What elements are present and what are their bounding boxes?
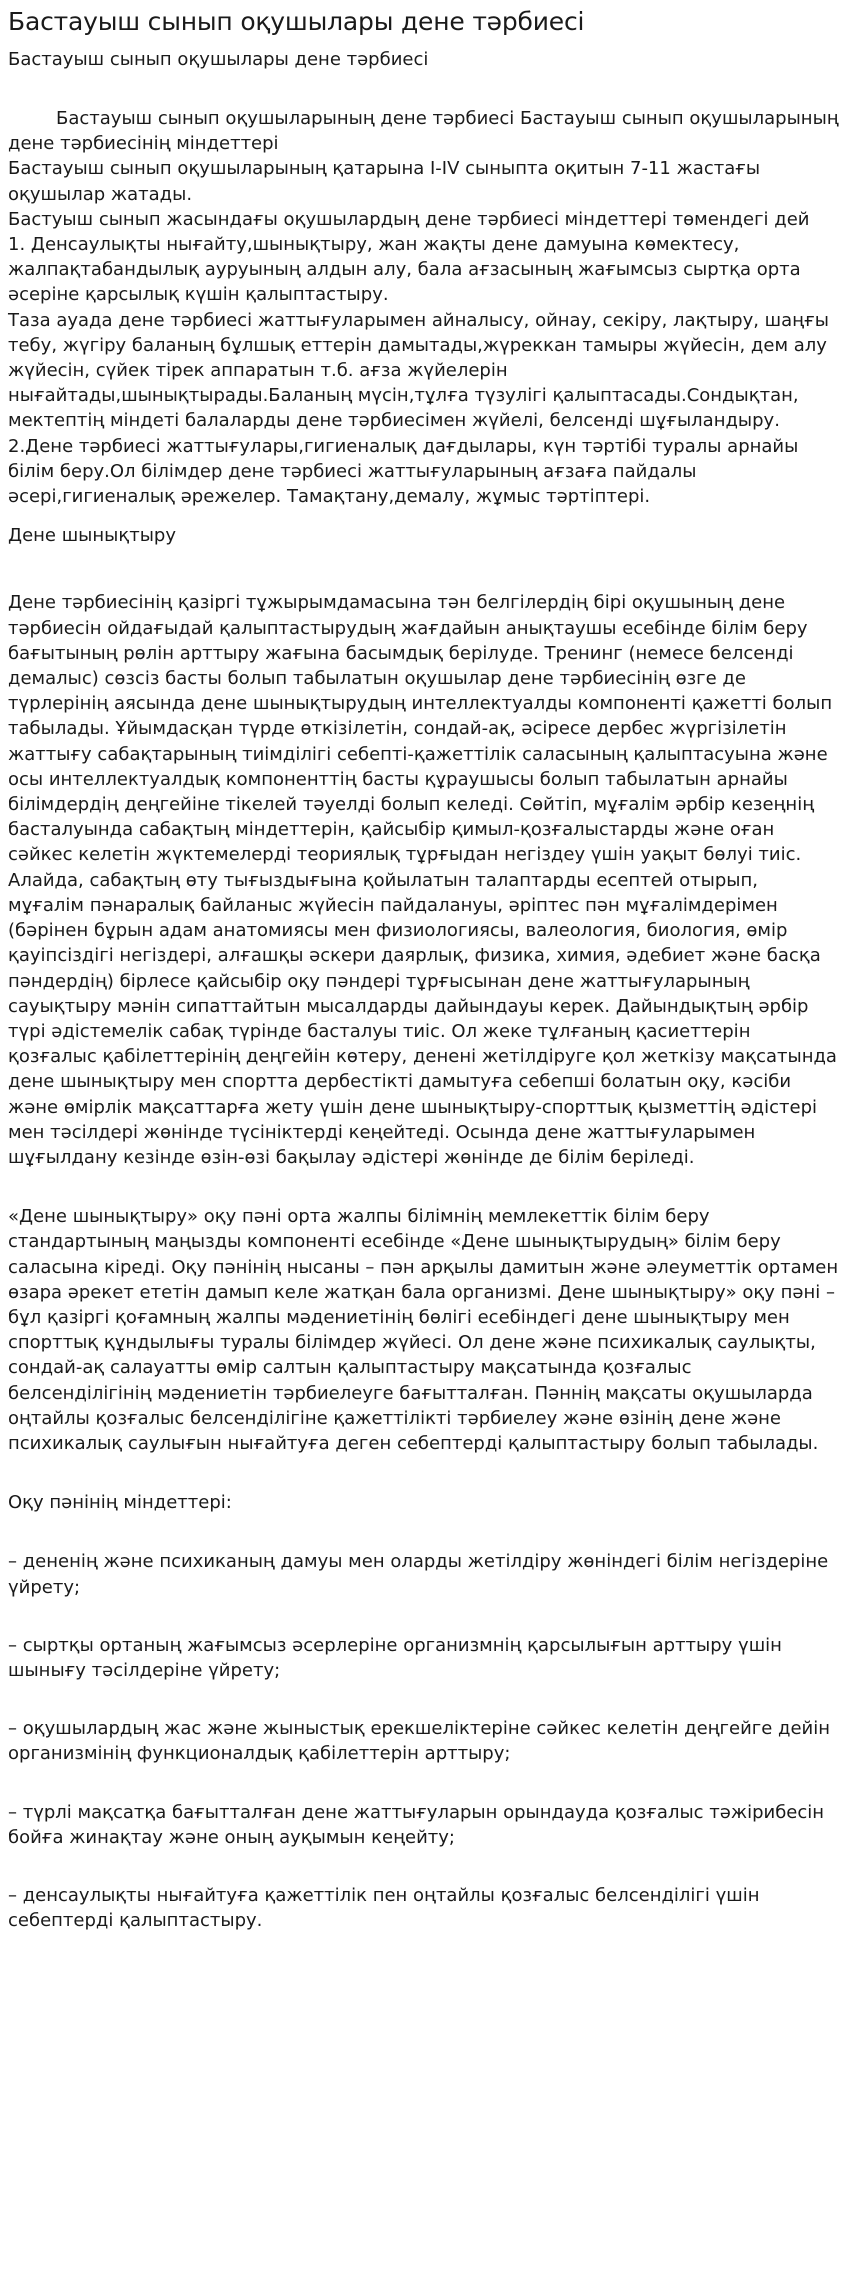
list-item: – сыртқы ортаның жағымсыз әсерлеріне организмнің қарсылығын арттыру үшін шынығу тәсілдеріне үйрету;: [8, 1634, 782, 1681]
list-item: – оқушылардың жас және жыныстық ерекшеліктеріне сәйкес келетін деңгейге дейін организмінің функционалдық қабілеттерін арттыру;: [8, 1718, 831, 1765]
text-line: 2.Дене тәрбиесі жаттығулары,гигиеналық дағдылары, күн тәртібі туралы арнайы білім беру.Ол білімдер дене тәрбиесі жаттығуларының ағзаға пайдалы әсері,гигиеналық әрежелер. Тамақтану,демалу, жұмыс тәртіптері.: [8, 435, 799, 508]
text-line: Таза ауада дене тәрбиесі жаттығуларымен айналысу, ойнау, секіру, лақтыру, шаңғы тебу, жүгіру баланың бұлшық еттерін дамытады,жүреккан тамыры жүйесін, дем алу жүйесін, сүйек тірек аппаратын т.б. ағза жүйелерін нығайтады,шынықтырады.Баланың мүсін,тұлға түзулігі қалыптасады.Сондықтан, мектептің міндеті балаларды дене тәрбиесімен жүйелі, белсенді шұғыландыру.: [8, 309, 829, 432]
tasks-heading: Оқу пәнінің міндеттері:: [8, 1492, 232, 1514]
list-item: – денсаулықты нығайтуға қажеттілік пен оңтайлы қозғалыс белсенділігі үшін себептерді қалыптастыру.: [8, 1884, 760, 1932]
article-body: [8, 106, 839, 1933]
list-item: – дененің және психиканың дамуы мен оларды жетілдіру жөніндегі білім негіздеріне үйрету;: [8, 1551, 829, 1598]
intro-text: Бастауыш сынып оқушыларының дене тәрбиесі Бастауыш сынып оқушыларының дене тәрбиесінің міндеттері: [8, 108, 839, 155]
body-paragraph: «Дене шынықтыру» оқу пәні орта жалпы білімнің мемлекеттік білім беру стандартының маңызды компоненті есебінде «Дене шынықтырудың» білім беру саласына кіреді. Оқу пәнінің нысаны – пән арқылы дамитын және әлеуметтік ортамен өзара әрекет ететін дамып келе жатқан бала организмі. Дене шынықтыру» оқу пәні –бұл қазіргі қоғамның жалпы мәдениетінің бөлігі есебіндегі дене шынықтыру мен спорттық құндылығы туралы білімдер жүйесі. Ол дене және психикалық саулықты, сондай-ақ салауатты өмір салтын қалыптастыру мақсатында қозғалыс белсенділігінің мәдениетін тәрбиелеуге бағытталған. Пәннің мақсаты оқушыларда оңтайлы қозғалыс белсенділігіне қажеттілікті тәрбиелеу және өзінің дене және психикалық саулығын нығайтуға деген себептерді қалыптастыру болып табылады.: [8, 1206, 839, 1454]
text-line: Бастуыш сынып жасындағы оқушылардың дене тәрбиесі міндеттері төмендегі дей: [8, 208, 810, 230]
section-heading: Дене шынықтыру: [8, 525, 177, 547]
body-paragraph: Дене тәрбиесінің қазіргі тұжырымдамасына тән белгілердің бірі оқушының дене тәрбиесін ойдағыдай қалыптастырудың жағдайын анықтаушы есебінде білім беру бағытының рөлін арттыру жағына басымдық берілуде. Тренинг (немесе белсенді демалыс) сөзсіз басты болып табылатын оқушылар дене тәрбиесінің өзге де түрлерінің аясында дене шынықтырудың интеллектуалды компоненті қажетті болып табылады. Ұйымдасқан түрде өткізілетін, сондай-ақ, әсіресе дербес жүргізілетін жаттығу сабақтарының тиімділігі себепті-қажеттілік саласының қалыптасуына және осы интеллектуалдық компоненттің басты құраушысы болып табылатын арнайы білімдердің деңгейіне тікелей тәуелді болып келеді. Сөйтіп, мұғалім әрбір кезеңнің басталуында сабақтың міндеттерін, қайсыбір қимыл-қозғалыстарды және оған сәйкес келетін жүктемелерді теориялық тұрғыдан негіздеу үшін уақыт бөлуі тиіс. Алайда, сабақтың өту тығыздығына қойылатын талаптарды есептей отырып, мұғалім пәнаралық байланыс жүйесін пайдалануы, әріптес пән мұғалімдерімен (бәрінен бұрын адам анатомиясы мен физиологиясы, валеология, биология, өмір қауіпсіздігі негіздері, алғашқы әскери даярлық, физика, химия, әдебиет және басқа пәндердің) бірлесе қайсыбір оқу пәндері тұрғысынан дене жаттығуларының сауықтыру мәнін сипаттайтын мысалдарды дайындауы керек. Дайындықтың әрбір түрі әдістемелік сабақ түрінде басталуы тиіс. Ол жеке тұлғаның қасиеттерін қозғалыс қабілеттерінің деңгейін көтеру, денені жетілдіруге қол жеткізу мақсатында дене шынықтыру мен спортта дербестікті дамытуға себепші болатын оқу, кәсіби және өмірлік мақсаттарға жету үшін дене шынықтыру-спорттық қызметтің әдістері мен тәсілдері жөнінде түсініктерді кеңейтеді. Осында дене жаттығуларымен шұғылдану кезінде өзін-өзі бақылау әдістері жөнінде де білім беріледі.: [8, 592, 837, 1168]
list-item: – түрлі мақсатқа бағытталған дене жаттығуларын орындауда қозғалыс тәжірибесін бойға жинақтау және оның ауқымын кеңейту;: [8, 1801, 825, 1848]
page-subtitle: Бастауыш сынып оқушылары дене тәрбиесі: [8, 49, 429, 70]
page-title: Бастауыш сынып оқушылары дене тәрбиесі: [8, 7, 585, 36]
text-line: 1. Денсаулықты нығайту,шынықтыру, жан жақты дене дамуына көмектесу, жалпақтабандылық ауруының алдын алу, бала ағзасының жағымсыз сыртқа орта әсеріне қарсылық күшін қалыптастыру.: [8, 234, 801, 306]
tasks-list: [8, 1549, 839, 1933]
intro-paragraph: [8, 106, 839, 156]
text-line: Бастауыш сынып оқушыларының қатарына I-IV сыныпта оқитын 7-11 жастағы оқушылар жатады.: [8, 158, 761, 205]
